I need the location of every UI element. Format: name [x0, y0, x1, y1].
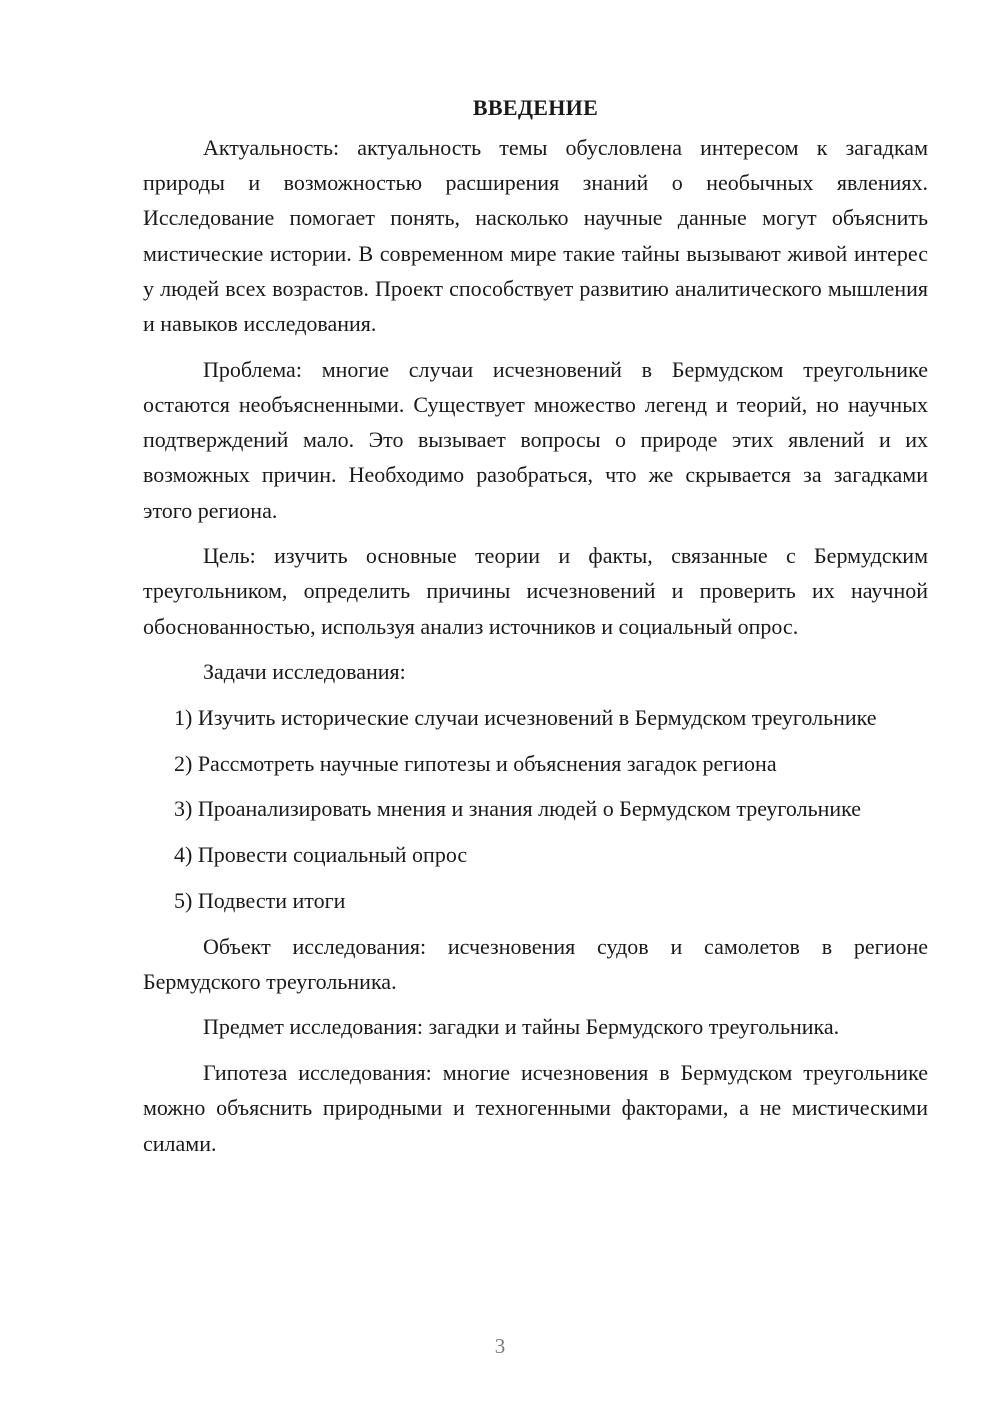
subject-paragraph: Предмет исследования: загадки и тайны Бермудского треугольника.: [203, 1014, 840, 1040]
problem-paragraph: Проблема: многие случаи исчезновений в Бермудском треугольнике остаются необъясненными. Существует множество легенд и теорий, но научных подтверждений мало. Это вызывает вопросы о природе этих явлений и их возможных причин. Необходимо разобраться, что же скрывается за загадками этого региона.: [143, 356, 928, 523]
object-paragraph: Объект исследования: исчезновения судов и самолетов в регионе Бермудского треугольника.: [143, 933, 928, 994]
hypothesis-paragraph: Гипотеза исследования: многие исчезновения в Бермудском треугольнике можно объяснить природными и техногенными факторами, а не мистическими силами.: [143, 1060, 928, 1156]
document-page: [143, 90, 928, 1171]
task-item: 4) Провести социальный опрос: [174, 842, 468, 868]
page-number: 3: [494, 1334, 506, 1358]
task-item: 5) Подвести итоги: [174, 887, 346, 913]
section-heading: ВВЕДЕНИЕ: [472, 95, 599, 120]
task-item: 2) Рассмотреть научные гипотезы и объяснения загадок региона: [174, 750, 777, 776]
relevance-paragraph: Актуальность: актуальность темы обусловлена интересом к загадкам природы и возможностью расширения знаний о необычных явлениях. Исследование помогает понять, насколько научные данные могут объяснить мистические истории. В современном мире такие тайны вызывают живой интерес у людей всех возрастов. Проект способствует развитию аналитического мышления и навыков исследования.: [143, 135, 928, 337]
tasks-title: Задачи исследования:: [203, 659, 406, 685]
goal-paragraph: Цель: изучить основные теории и факты, связанные с Бермудским треугольником, определить причины исчезновений и проверить их научной обоснованностью, используя анализ источников и социальный опрос.: [143, 543, 928, 639]
task-item: 3) Проанализировать мнения и знания людей о Бермудском треугольнике: [174, 796, 862, 822]
task-item: 1) Изучить исторические случаи исчезновений в Бермудском треугольнике: [174, 705, 877, 731]
